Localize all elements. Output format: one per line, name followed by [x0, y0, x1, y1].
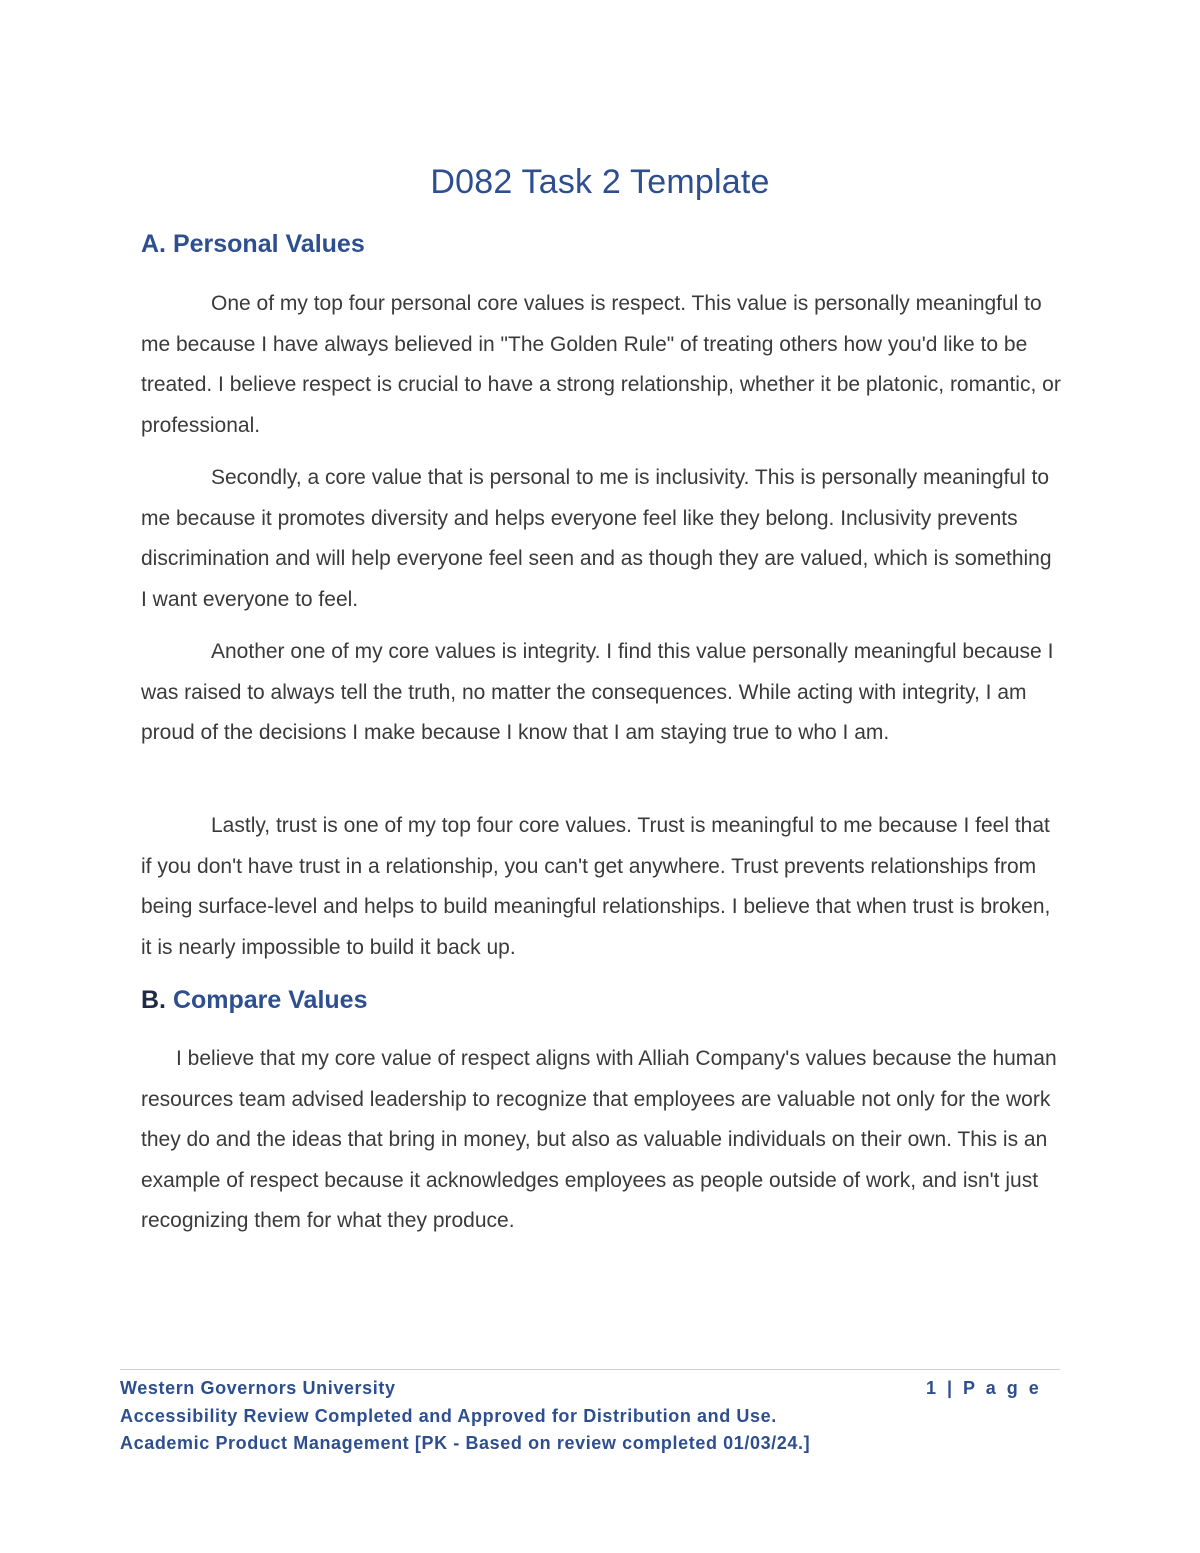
section-a-title: Personal Values [172, 230, 365, 258]
section-a-paragraph-3: Another one of my core values is integrity. I find this value personally meaningful because I was raised to always tell the truth, no matter the consequences. While acting with integrity, I am proud of the decisions I make because I know that I am staying true to who I am. [141, 640, 1054, 744]
section-a-prefix: A. [141, 230, 166, 258]
section-b-prefix: B. [141, 986, 166, 1014]
footer-institution: Western Governors University [120, 1378, 396, 1398]
section-b-title: Compare Values [172, 986, 368, 1014]
footer-product-note: Academic Product Management [PK - Based on review completed 01/03/24.] [120, 1433, 811, 1453]
section-a-paragraph-4: Lastly, trust is one of my top four core values. Trust is meaningful to me because I feel that if you don't have trust in a relationship, you can't get anywhere. Trust prevents relationships from being surface-level and helps to build meaningful relationships. I believe that when trust is broken, it is nearly impossible to build it back up. [141, 814, 1051, 959]
section-a-heading [141, 230, 365, 259]
section-a-paragraph-1: One of my top four personal core values is respect. This value is personally meaningful to me because I have always believed in "The Golden Rule" of treating others how you'd like to be treated. I believe respect is crucial to have a strong relationship, whether it be platonic, romantic, or professional. [141, 292, 1061, 437]
footer-divider [120, 1369, 1060, 1370]
section-b-heading [141, 986, 367, 1015]
footer-accessibility-note: Accessibility Review Completed and Approved for Distribution and Use. [120, 1406, 777, 1426]
section-a-paragraph-2: Secondly, a core value that is personal to me is inclusivity. This is personally meaningful to me because it promotes diversity and helps everyone feel like they belong. Inclusivity prevents discrimination and will help everyone feel seen and as though they are valued, which is something I want everyone to feel. [141, 466, 1052, 611]
section-b-paragraph-1: I believe that my core value of respect aligns with Alliah Company's values because the human resources team advised leadership to recognize that employees are valuable not only for the work they do and the ideas that bring in money, but also as valuable individuals on their own. This is an example of respect because it acknowledges employees as people outside of work, and isn't just recognizing them for what they produce. [141, 1047, 1057, 1232]
document-title: D082 Task 2 Template [430, 163, 770, 201]
footer-page-number: 1 | P a g e [926, 1378, 1042, 1398]
